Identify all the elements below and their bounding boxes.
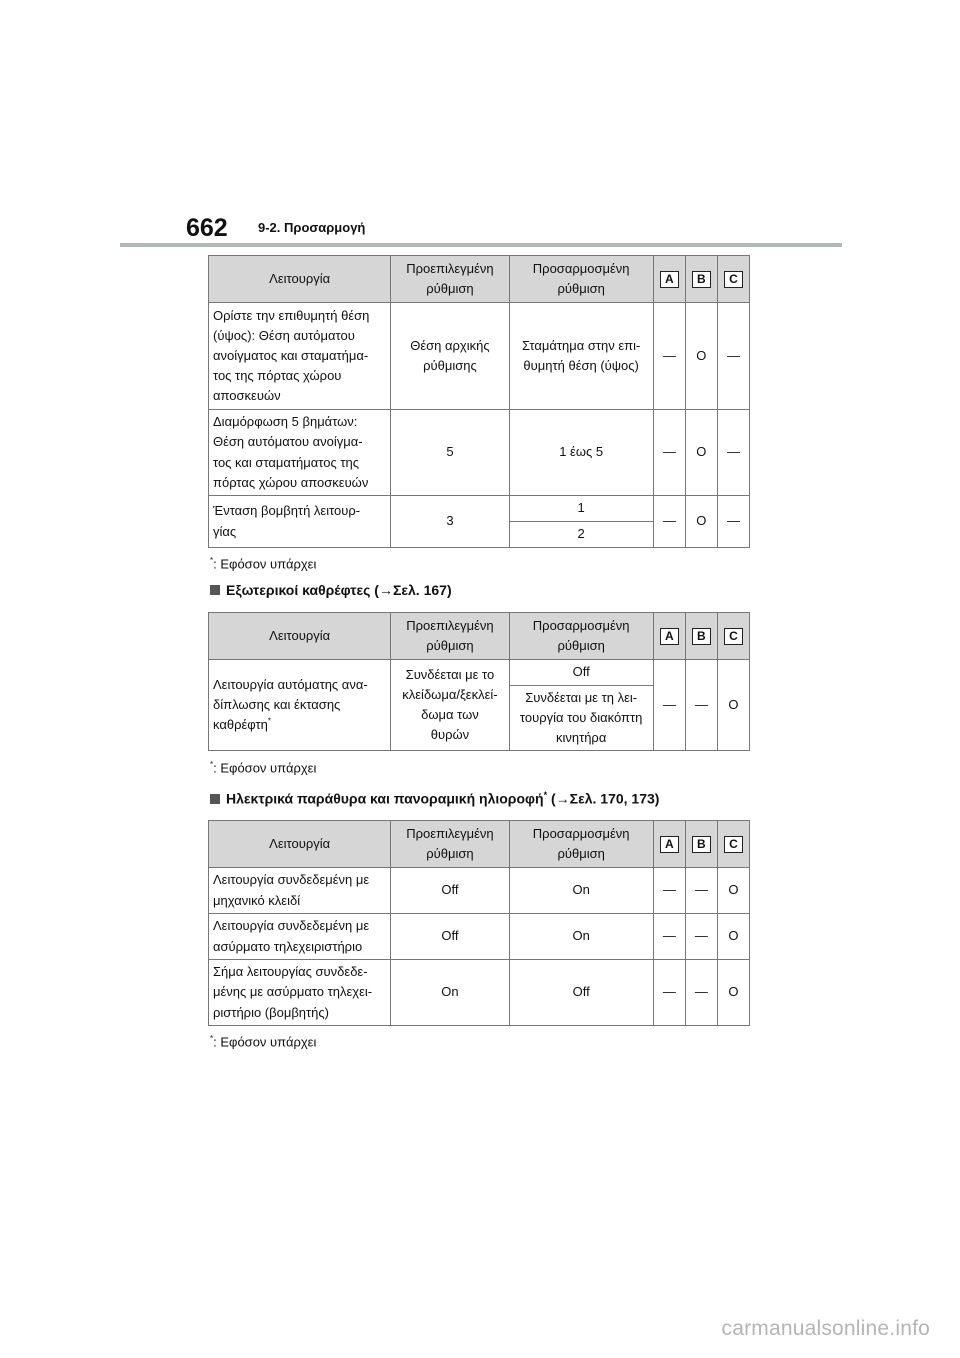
row-c: — [717, 303, 749, 410]
row-a: — [653, 496, 685, 548]
row-default: Θέση αρχικής ρύθμισης [391, 303, 509, 410]
table-row [209, 303, 750, 410]
row-default: 5 [391, 410, 509, 496]
table-row [209, 410, 750, 496]
row-b: O [685, 303, 717, 410]
letter-b-box: B [692, 628, 711, 645]
row-a: — [653, 303, 685, 410]
settings-table-1 [208, 255, 750, 548]
header-default: Προεπιλεγμένη ρύθμιση [391, 613, 509, 660]
footnote: *: Εφόσον υπάρχει [210, 556, 317, 572]
footnote: *: Εφόσον υπάρχει [210, 760, 317, 776]
letter-c-box: C [724, 628, 743, 645]
header-custom: Προσαρμοσμένη ρύθμιση [509, 613, 653, 660]
header-c [717, 256, 749, 303]
header-a [653, 821, 685, 868]
arrow-icon: → [378, 582, 393, 598]
row-function: Λειτουργία συνδεδεμένη με μηχανικό κλειδί [209, 868, 391, 914]
row-function: Ένταση βομβητή λειτουρ- γίας [209, 496, 391, 548]
header-rule [120, 243, 842, 247]
row-a: — [653, 868, 685, 914]
row-a: — [653, 660, 685, 751]
row-b: — [685, 960, 717, 1026]
header-b [685, 613, 717, 660]
table-header-row [209, 256, 750, 303]
bullet-square-icon [210, 794, 220, 804]
header-c [717, 821, 749, 868]
row-b: — [685, 868, 717, 914]
row-function: Λειτουργία αυτόματης ανα- δίπλωσης και έκτασης καθρέφτη* [209, 660, 391, 751]
header-a [653, 613, 685, 660]
row-a: — [653, 410, 685, 496]
row-a: — [653, 960, 685, 1026]
section-title: 9-2. Προσαρμογή [258, 220, 366, 235]
header-function: Λειτουργία [209, 821, 391, 868]
table-row [209, 660, 750, 686]
header-c [717, 613, 749, 660]
row-function: Ορίστε την επιθυμητή θέση (ύψος): Θέση αυτόματου ανοίγματος και σταματήμα- τος της πόρτας χώρου αποσκευών [209, 303, 391, 410]
row-custom: 1 έως 5 [509, 410, 653, 496]
row-custom: On [509, 868, 653, 914]
row-b: — [685, 914, 717, 960]
row-custom-option-1: 1 [509, 496, 653, 522]
row-a: — [653, 914, 685, 960]
letter-b-box: B [692, 836, 711, 853]
section-heading-mirrors: Εξωτερικοί καθρέφτες (→Σελ. 167) [210, 582, 452, 598]
header-b [685, 821, 717, 868]
row-default: Off [391, 868, 509, 914]
row-default: 3 [391, 496, 509, 548]
row-c: — [717, 496, 749, 548]
row-custom-option-1: Off [509, 660, 653, 686]
letter-c-box: C [724, 271, 743, 288]
row-default: On [391, 960, 509, 1026]
header-a [653, 256, 685, 303]
row-c: O [717, 914, 749, 960]
settings-table-3 [208, 820, 750, 1026]
row-function: Σήμα λειτουργίας συνδεδε- μένης με ασύρματο τηλεχει- ριστήριο (βομβητής) [209, 960, 391, 1026]
header-function: Λειτουργία [209, 613, 391, 660]
row-c: O [717, 868, 749, 914]
letter-c-box: C [724, 836, 743, 853]
letter-a-box: A [660, 628, 679, 645]
header-default: Προεπιλεγμένη ρύθμιση [391, 821, 509, 868]
row-c: O [717, 660, 749, 751]
header-default: Προεπιλεγμένη ρύθμιση [391, 256, 509, 303]
header-b [685, 256, 717, 303]
page-number: 662 [186, 214, 228, 242]
settings-table-2 [208, 612, 750, 751]
arrow-icon: → [555, 790, 570, 807]
row-custom: Off [509, 960, 653, 1026]
row-b: O [685, 410, 717, 496]
row-c: O [717, 960, 749, 1026]
table-row [209, 960, 750, 1026]
row-custom: On [509, 914, 653, 960]
row-function: Διαμόρφωση 5 βημάτων: Θέση αυτόματου ανοίγμα- τος και σταματήματος της πόρτας χώρου αποσκευών [209, 410, 391, 496]
table-header-row [209, 613, 750, 660]
row-function: Λειτουργία συνδεδεμένη με ασύρματο τηλεχειριστήριο [209, 914, 391, 960]
row-custom-option-2: 2 [509, 522, 653, 548]
watermark: carmanualsonline.info [721, 1317, 930, 1340]
footnote: *: Εφόσον υπάρχει [210, 1034, 317, 1050]
row-b: O [685, 496, 717, 548]
table-row [209, 868, 750, 914]
table-header-row [209, 821, 750, 868]
row-default: Συνδέεται με το κλείδωμα/ξεκλεί- δωμα των θυρών [391, 660, 509, 751]
row-custom-option-2: Συνδέεται με τη λει- τουργία του διακόπτη κινητήρα [509, 686, 653, 751]
letter-b-box: B [692, 271, 711, 288]
row-default: Off [391, 914, 509, 960]
row-b: — [685, 660, 717, 751]
letter-a-box: A [660, 836, 679, 853]
header-function: Λειτουργία [209, 256, 391, 303]
row-c: — [717, 410, 749, 496]
table-row [209, 496, 750, 522]
table-row [209, 914, 750, 960]
header-custom: Προσαρμοσμένη ρύθμιση [509, 256, 653, 303]
row-custom: Σταμάτημα στην επι- θυμητή θέση (ύψος) [509, 303, 653, 410]
bullet-square-icon [210, 585, 220, 595]
header-custom: Προσαρμοσμένη ρύθμιση [509, 821, 653, 868]
letter-a-box: A [660, 271, 679, 288]
section-heading-windows: Ηλεκτρικά παράθυρα και πανοραμική ηλιοροφή* (→Σελ. 170, 173) [210, 790, 659, 807]
